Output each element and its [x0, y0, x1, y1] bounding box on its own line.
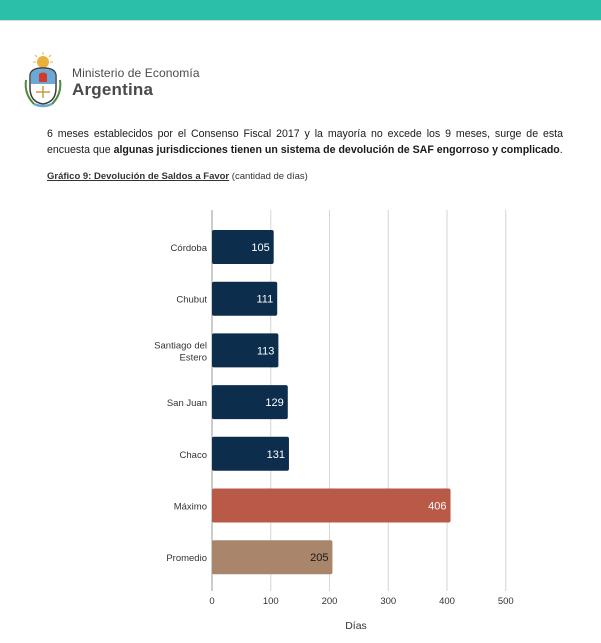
category-label: Chubut — [176, 294, 207, 306]
chart-subtitle: (cantidad de días) — [231, 171, 308, 182]
bar-value-label: 105 — [251, 242, 270, 254]
paragraph-end: . — [559, 144, 563, 156]
bar-value-label: 113 — [256, 345, 275, 358]
coat-of-arms-icon — [22, 50, 64, 110]
top-accent-bar — [0, 0, 601, 20]
x-axis-title: Días — [345, 620, 367, 632]
x-tick-label: 100 — [262, 596, 279, 607]
x-tick-label: 300 — [380, 596, 397, 607]
category-label: Máximo — [173, 501, 207, 513]
x-tick-label: 400 — [439, 596, 455, 607]
bar-value-label: 131 — [266, 448, 285, 461]
chart-caption — [47, 171, 308, 182]
bar-value-label: 205 — [310, 552, 329, 565]
bar — [212, 489, 451, 523]
chart-title: Gráfico 9: Devolución de Saldos a Favor — [47, 171, 230, 182]
top-divider — [0, 20, 601, 21]
x-tick-label: 200 — [321, 596, 338, 607]
category-label: Córdoba — [170, 243, 207, 254]
body-paragraph — [47, 126, 563, 158]
category-label: Estero — [179, 352, 207, 364]
country-title: Argentina — [72, 80, 154, 99]
paragraph-text: 6 meses establecidos por el Consenso Fiscal 2017 y la mayoría no excede los 9 meses, surge de esta encuesta que — [47, 128, 563, 156]
category-label: San Juan — [166, 398, 207, 410]
ministry-name — [72, 66, 200, 100]
bar-chart — [0, 195, 601, 643]
x-tick-label: 500 — [497, 596, 514, 607]
category-label: Promedio — [166, 553, 207, 565]
bar-value-label: 111 — [256, 293, 274, 306]
category-label: Santiago del — [154, 340, 207, 352]
bar-value-label: 129 — [265, 397, 284, 410]
bar-value-label: 406 — [428, 500, 447, 513]
category-label: Chaco — [179, 449, 207, 461]
paragraph-bold-text: algunas jurisdicciones tienen un sistema de devolución de SAF engorroso y complicado — [113, 144, 560, 156]
ministry-title: Ministerio de Economía — [72, 66, 200, 80]
x-tick-label: 0 — [209, 596, 215, 607]
